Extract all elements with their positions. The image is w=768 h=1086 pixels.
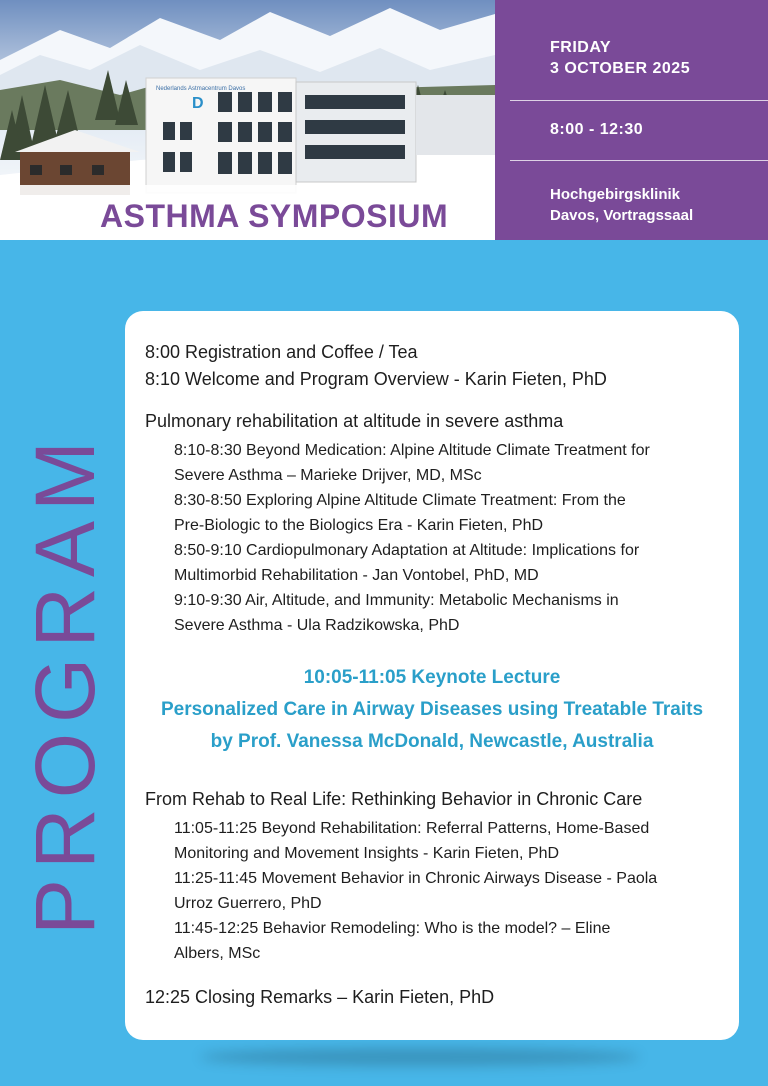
talk-item: [145, 588, 735, 638]
event-time: 8:00 - 12:30: [550, 121, 644, 138]
agenda-list: [145, 339, 735, 1011]
closing-item: 12:25 Closing Remarks – Karin Fieten, PhD: [145, 987, 495, 1007]
program-card: [125, 311, 739, 1040]
header-banner: [0, 0, 768, 240]
keynote-title: Personalized Care in Airway Diseases using Treatable Traits: [160, 699, 704, 720]
svg-text:Nederlands Astmacentrum Davos: Nederlands Astmacentrum Davos: [156, 86, 246, 92]
talk-item: [145, 866, 735, 916]
event-info-panel: [495, 0, 768, 240]
program-label-text: PROGRAM: [18, 430, 112, 935]
talk-line: Urroz Guerrero, PhD: [174, 895, 322, 912]
talk-item: [145, 916, 735, 966]
talk-item: [145, 816, 735, 866]
talk-line: 8:30-8:50 Exploring Alpine Altitude Climate Treatment: From the: [174, 492, 626, 509]
program-side-label: [18, 430, 112, 935]
talk-line: 11:45-12:25 Behavior Remodeling: Who is the model? – Eline: [174, 920, 611, 937]
talk-item: [145, 438, 735, 488]
talk-line: Pre-Biologic to the Biologics Era - Karin Fieten, PhD: [174, 517, 544, 534]
info-divider: [510, 100, 768, 101]
talk-line: Severe Asthma - Ula Radzikowska, PhD: [174, 617, 460, 634]
event-day: FRIDAY: [550, 39, 612, 56]
header-photo: [0, 0, 495, 240]
event-venue: [550, 184, 693, 226]
session-title: Pulmonary rehabilitation at altitude in severe asthma: [145, 411, 564, 431]
talk-item: [145, 538, 735, 588]
keynote-time: 10:05-11:05 Keynote Lecture: [303, 667, 561, 688]
info-divider: [510, 160, 768, 161]
talk-line: Multimorbid Rehabilitation - Jan Vontobel, PhD, MD: [174, 567, 539, 584]
talk-line: 11:25-11:45 Movement Behavior in Chronic Airways Disease - Paola: [174, 870, 658, 887]
talk-line: Albers, MSc: [174, 945, 261, 962]
svg-text:D: D: [192, 95, 204, 112]
talk-item: [145, 488, 735, 538]
talk-line: 11:05-11:25 Beyond Rehabilitation: Referral Patterns, Home-Based: [174, 820, 650, 837]
card-shadow: [200, 1048, 640, 1066]
event-date-value: 3 OCTOBER 2025: [550, 60, 691, 77]
venue-location: Davos, Vortragssaal: [550, 207, 694, 224]
event-date: [550, 37, 690, 79]
agenda-item: 8:00 Registration and Coffee / Tea: [145, 342, 418, 362]
agenda-item: 8:10 Welcome and Program Overview - Karin Fieten, PhD: [145, 369, 607, 389]
talk-line: Severe Asthma – Marieke Drijver, MD, MSc: [174, 467, 482, 484]
keynote-block: [125, 662, 739, 758]
talk-line: 8:10-8:30 Beyond Medication: Alpine Altitude Climate Treatment for: [174, 442, 650, 459]
keynote-speaker: by Prof. Vanessa McDonald, Newcastle, Australia: [210, 731, 654, 752]
talk-line: 9:10-9:30 Air, Altitude, and Immunity: Metabolic Mechanisms in: [174, 592, 619, 609]
talk-line: Monitoring and Movement Insights - Karin Fieten, PhD: [174, 845, 560, 862]
venue-name: Hochgebirgsklinik: [550, 186, 681, 203]
symposium-title: ASTHMA SYMPOSIUM: [100, 198, 449, 234]
session-title: From Rehab to Real Life: Rethinking Behavior in Chronic Care: [145, 789, 643, 809]
talk-line: 8:50-9:10 Cardiopulmonary Adaptation at Altitude: Implications for: [174, 542, 640, 559]
